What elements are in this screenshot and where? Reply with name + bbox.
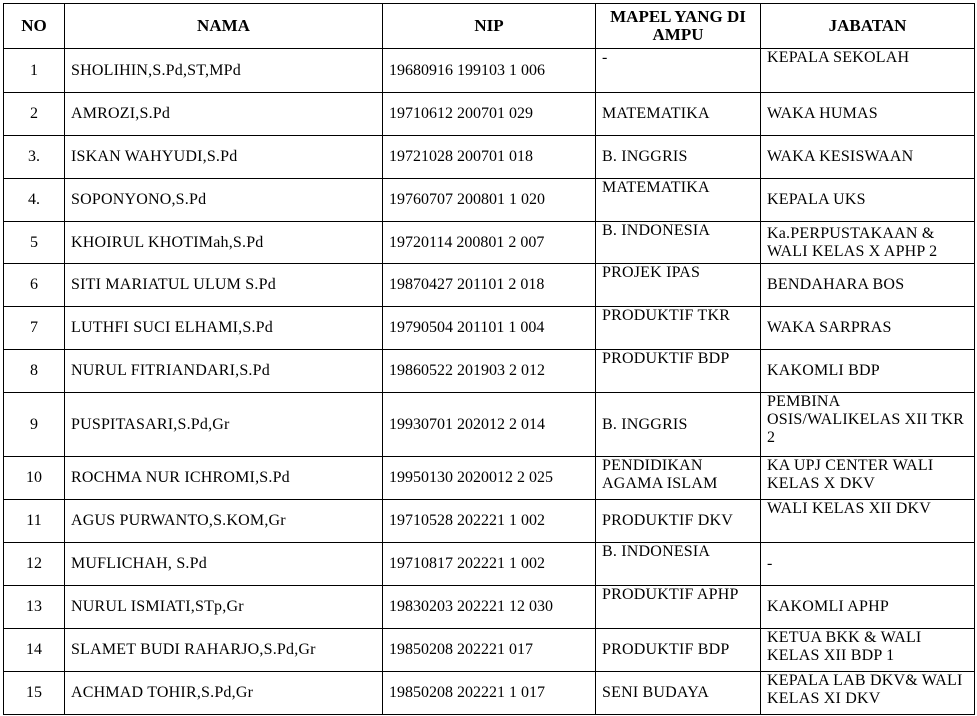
cell-no: 7 xyxy=(4,307,65,350)
cell-jabatan: KEPALA SEKOLAH xyxy=(761,49,975,93)
cell-nip: 19930701 202012 2 014 xyxy=(383,393,596,457)
cell-mapel: PRODUKTIF APHP xyxy=(596,586,761,629)
cell-nama: SHOLIHIN,S.Pd,ST,MPd xyxy=(65,49,383,93)
cell-mapel: B. INGGRIS xyxy=(596,136,761,179)
cell-mapel: PROJEK IPAS xyxy=(596,264,761,307)
table-row xyxy=(4,222,975,264)
cell-mapel: PRODUKTIF TKR xyxy=(596,307,761,350)
cell-no: 8 xyxy=(4,350,65,393)
cell-mapel: B. INDONESIA xyxy=(596,222,761,264)
header-no: NO xyxy=(4,4,65,49)
cell-nip: 19710528 202221 1 002 xyxy=(383,500,596,543)
cell-no: 6 xyxy=(4,264,65,307)
cell-no: 10 xyxy=(4,457,65,500)
header-jabatan: JABATAN xyxy=(761,4,975,49)
cell-mapel: MATEMATIKA xyxy=(596,93,761,136)
cell-nip: 19710817 202221 1 002 xyxy=(383,543,596,586)
cell-jabatan: - xyxy=(761,543,975,586)
cell-nama: AGUS PURWANTO,S.KOM,Gr xyxy=(65,500,383,543)
cell-jabatan: WAKA KESISWAAN xyxy=(761,136,975,179)
cell-mapel: - xyxy=(596,49,761,93)
cell-nip: 19720114 200801 2 007 xyxy=(383,222,596,264)
cell-mapel: B. INDONESIA xyxy=(596,543,761,586)
cell-jabatan: KEPALA LAB DKV& WALI KELAS XI DKV xyxy=(761,672,975,715)
header-mapel: MAPEL YANG DI AMPU xyxy=(596,4,761,49)
table-header xyxy=(4,4,975,49)
header-nip: NIP xyxy=(383,4,596,49)
cell-nama: AMROZI,S.Pd xyxy=(65,93,383,136)
cell-no: 3. xyxy=(4,136,65,179)
cell-nama: PUSPITASARI,S.Pd,Gr xyxy=(65,393,383,457)
cell-nama: LUTHFI SUCI ELHAMI,S.Pd xyxy=(65,307,383,350)
cell-no: 15 xyxy=(4,672,65,715)
cell-nip: 19721028 200701 018 xyxy=(383,136,596,179)
table-row xyxy=(4,629,975,672)
table-row xyxy=(4,93,975,136)
table-row xyxy=(4,307,975,350)
cell-mapel: PRODUKTIF BDP xyxy=(596,629,761,672)
cell-mapel: MATEMATIKA xyxy=(596,179,761,222)
cell-mapel: SENI BUDAYA xyxy=(596,672,761,715)
cell-nama: SLAMET BUDI RAHARJO,S.Pd,Gr xyxy=(65,629,383,672)
cell-mapel: PRODUKTIF BDP xyxy=(596,350,761,393)
cell-mapel: B. INGGRIS xyxy=(596,393,761,457)
table-row xyxy=(4,350,975,393)
cell-nip: 19950130 2020012 2 025 xyxy=(383,457,596,500)
cell-jabatan: WAKA SARPRAS xyxy=(761,307,975,350)
cell-nama: NURUL FITRIANDARI,S.Pd xyxy=(65,350,383,393)
cell-nama: SITI MARIATUL ULUM S.Pd xyxy=(65,264,383,307)
cell-mapel: PENDIDIKAN AGAMA ISLAM xyxy=(596,457,761,500)
cell-nama: KHOIRUL KHOTIMah,S.Pd xyxy=(65,222,383,264)
cell-no: 9 xyxy=(4,393,65,457)
cell-nip: 19850208 202221 1 017 xyxy=(383,672,596,715)
cell-jabatan: PEMBINA OSIS/WALIKELAS XII TKR 2 xyxy=(761,393,975,457)
table-row xyxy=(4,179,975,222)
table-row xyxy=(4,49,975,93)
cell-no: 1 xyxy=(4,49,65,93)
cell-mapel: PRODUKTIF DKV xyxy=(596,500,761,543)
cell-jabatan: Ka.PERPUSTAKAAN & WALI KELAS X APHP 2 xyxy=(761,222,975,264)
cell-nip: 19850208 202221 017 xyxy=(383,629,596,672)
cell-nip: 19870427 201101 2 018 xyxy=(383,264,596,307)
cell-jabatan: KETUA BKK & WALI KELAS XII BDP 1 xyxy=(761,629,975,672)
cell-nip: 19680916 199103 1 006 xyxy=(383,49,596,93)
table-row xyxy=(4,672,975,715)
cell-no: 4. xyxy=(4,179,65,222)
table-row xyxy=(4,393,975,457)
cell-nama: ACHMAD TOHIR,S.Pd,Gr xyxy=(65,672,383,715)
cell-no: 5 xyxy=(4,222,65,264)
cell-nama: NURUL ISMIATI,STp,Gr xyxy=(65,586,383,629)
cell-nip: 19860522 201903 2 012 xyxy=(383,350,596,393)
cell-nama: MUFLICHAH, S.Pd xyxy=(65,543,383,586)
table-body xyxy=(4,49,975,715)
cell-no: 11 xyxy=(4,500,65,543)
header-nama: NAMA xyxy=(65,4,383,49)
cell-jabatan: WALI KELAS XII DKV xyxy=(761,500,975,543)
cell-jabatan: KEPALA UKS xyxy=(761,179,975,222)
cell-nama: ROCHMA NUR ICHROMI,S.Pd xyxy=(65,457,383,500)
cell-no: 14 xyxy=(4,629,65,672)
cell-nama: SOPONYONO,S.Pd xyxy=(65,179,383,222)
cell-jabatan: BENDAHARA BOS xyxy=(761,264,975,307)
cell-nip: 19790504 201101 1 004 xyxy=(383,307,596,350)
cell-no: 12 xyxy=(4,543,65,586)
cell-jabatan: KAKOMLI APHP xyxy=(761,586,975,629)
cell-nip: 19760707 200801 1 020 xyxy=(383,179,596,222)
cell-jabatan: WAKA HUMAS xyxy=(761,93,975,136)
staff-table xyxy=(3,3,975,715)
table-row xyxy=(4,136,975,179)
cell-nip: 19830203 202221 12 030 xyxy=(383,586,596,629)
cell-jabatan: KAKOMLI BDP xyxy=(761,350,975,393)
table-row xyxy=(4,586,975,629)
table-row xyxy=(4,457,975,500)
cell-nama: ISKAN WAHYUDI,S.Pd xyxy=(65,136,383,179)
cell-no: 13 xyxy=(4,586,65,629)
table-row xyxy=(4,500,975,543)
cell-nip: 19710612 200701 029 xyxy=(383,93,596,136)
header-row xyxy=(4,4,975,49)
cell-jabatan: KA UPJ CENTER WALI KELAS X DKV xyxy=(761,457,975,500)
table-row xyxy=(4,264,975,307)
table-row xyxy=(4,543,975,586)
cell-no: 2 xyxy=(4,93,65,136)
